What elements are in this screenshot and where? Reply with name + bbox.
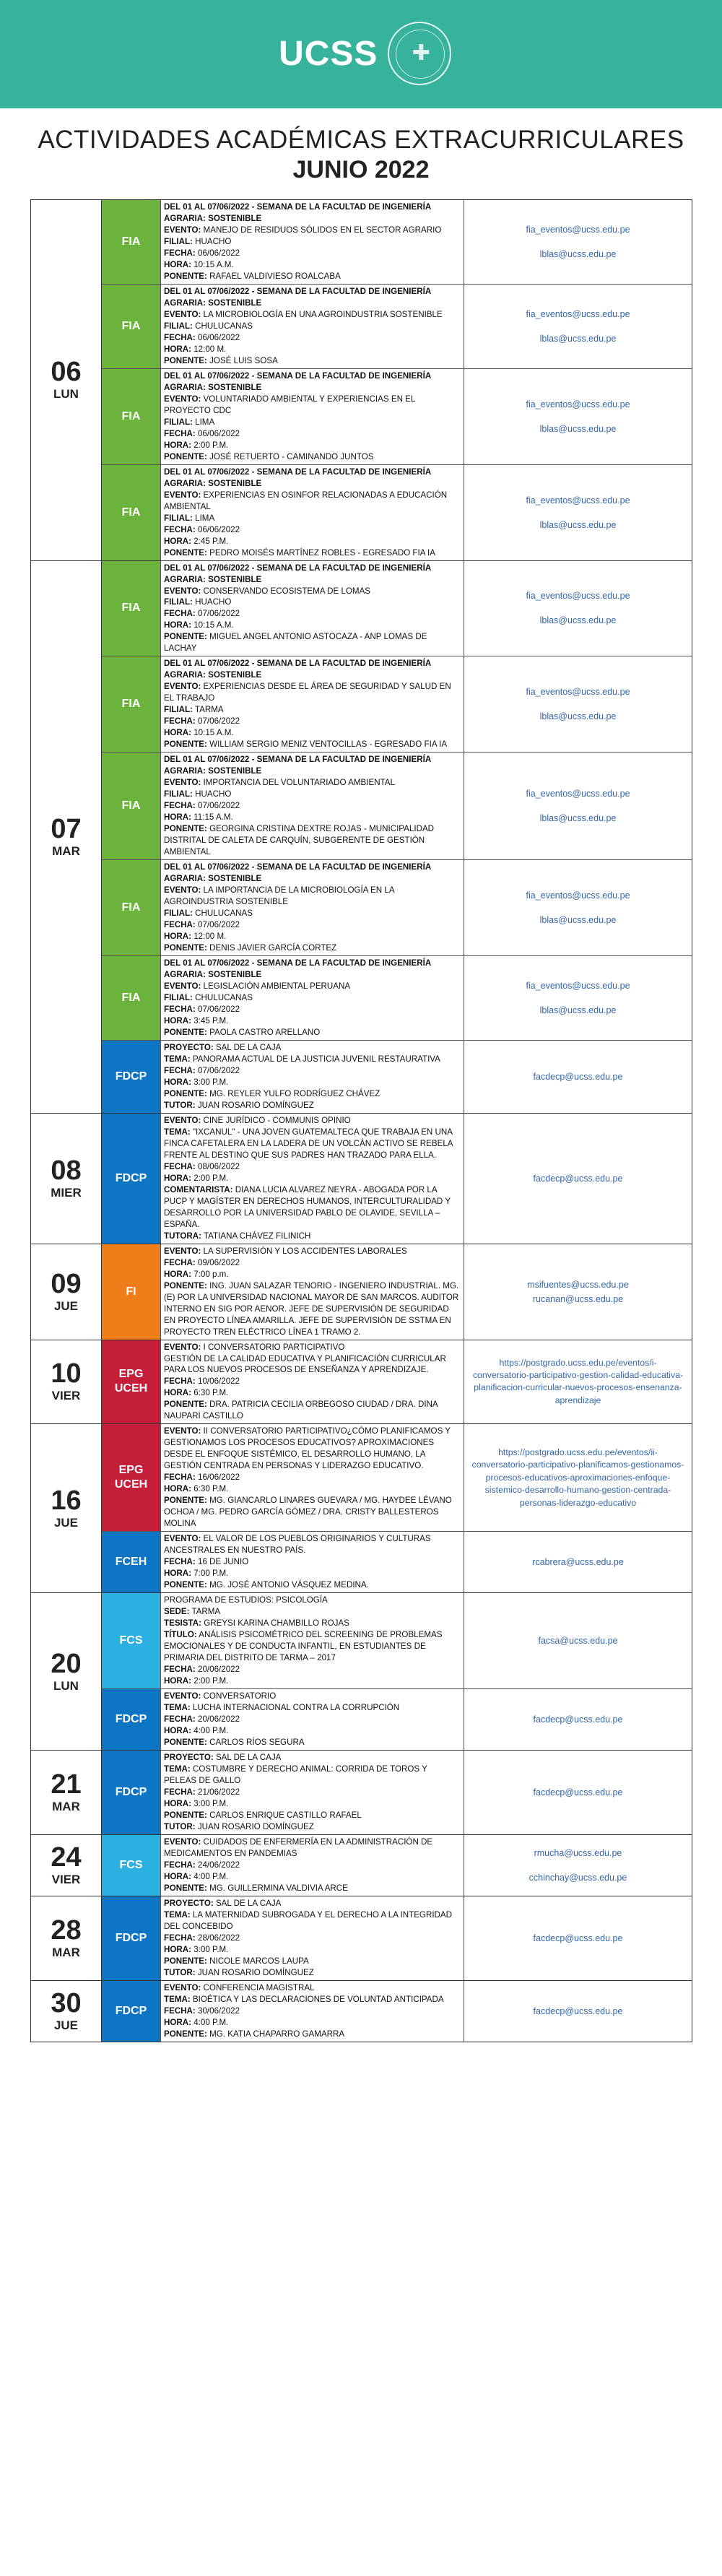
contact-cell [464,1896,692,1980]
event-line: HORA: 4:00 P.M. [164,1726,229,1736]
day-cell [31,1981,102,2042]
event-line: HORA: 7:00 p.m. [164,1269,229,1279]
contact-email[interactable]: facdecp@ucss.edu.pe [533,1714,623,1725]
event-line: FILIAL: LIMA [164,417,215,427]
event-line: DEL 01 AL 07/06/2022 - SEMANA DE LA FACULTAD DE INGENIERÍA AGRARIA: SOSTENIBLE [164,659,431,680]
event-info [161,1896,464,1980]
event-line: FECHA: 07/06/2022 [164,716,240,727]
faculty-badge: FDCP [102,1689,161,1750]
faculty-badge: FIA [102,465,161,560]
contact-email[interactable]: lblas@ucss.edu.pe [539,519,617,530]
contact-email[interactable]: fia_eventos@ucss.edu.pe [526,789,630,799]
event-line: DEL 01 AL 07/06/2022 - SEMANA DE LA FACULTAD DE INGENIERÍA AGRARIA: SOSTENIBLE [164,755,431,776]
contact-email[interactable]: facsa@ucss.edu.pe [538,1636,618,1647]
contact-cell [464,1244,692,1340]
event-line: HORA: 7:00 P.M. [164,1569,229,1579]
faculty-badge: FI [102,1244,161,1340]
event-row [102,464,692,560]
day-block [30,1835,692,1896]
event-line: HORA: 3:00 P.M. [164,1944,229,1954]
event-info [161,200,464,284]
event-row [102,200,692,284]
event-line: TUTOR: JUAN ROSARIO DOMÍNGUEZ [164,1100,314,1110]
event-row [102,561,692,656]
event-line: PONENTE: PEDRO MOISÉS MARTÍNEZ ROBLES - EGRESADO FIA IA [164,547,436,558]
event-line: FECHA: 16 DE JUNIO [164,1557,249,1567]
event-line: PONENTE: ING. JUAN SALAZAR TENORIO - INGENIERO INDUSTRIAL. MG.(E) POR LA UNIVERSIDAD NACIONAL MAYOR DE SAN MARCOS. AUDITOR INTERNO EN SIG POR AENOR. JEFE DE SUPERVISIÓN DE SEGURIDAD EN PROYECTO LÍNEA AMARILLA. JEFE DE SUPERVISIÓN DE SSTMA EN PROYECTO TREN ELÉCTRICO LÍNEA 1 TRAMO 2. [164,1280,459,1337]
event-info [161,1244,464,1340]
event-line: HORA: 2:00 P.M. [164,1173,229,1183]
event-line: PONENTE: NICOLE MARCOS LAUPA [164,1956,309,1966]
faculty-badge: FIA [102,956,161,1040]
event-line: EVENTO: EXPERIENCIAS DESDE EL ÁREA DE SEGURIDAD Y SALUD EN EL TRABAJO [164,682,451,703]
event-rows [102,200,692,560]
faculty-badge: FCS [102,1835,161,1896]
event-line: EVENTO: CONVERSATORIO [164,1691,277,1701]
event-line: TEMA: LA MATERNIDAD SUBROGADA Y EL DERECHO A LA INTEGRIDAD DEL CONCEBIDO [164,1909,453,1931]
event-rows [102,1835,692,1896]
event-row [102,1981,692,2042]
event-line: PONENTE: MG. GIANCARLO LINARES GUEVARA / MG. HAYDEE LÉVANO OCHOA / MG. PEDRO GARCÍA GÓMEZ / DRA. CRISTY BALLESTEROS MOLINA [164,1496,452,1529]
faculty-badge: EPG UCEH [102,1424,161,1531]
event-line: HORA: 10:15 A.M. [164,728,234,738]
day-name: MAR [52,1945,80,1959]
event-line: FECHA: 16/06/2022 [164,1473,240,1483]
event-info [161,1041,464,1113]
contact-cell [464,200,692,284]
contact-cell [464,1835,692,1896]
event-rows [102,1244,692,1340]
contact-email[interactable]: fia_eventos@ucss.edu.pe [526,224,630,235]
event-line: SEDE: TARMA [164,1607,221,1617]
event-line: FILIAL: CHULUCANAS [164,992,253,1002]
contact-email[interactable]: facdecp@ucss.edu.pe [533,1071,623,1082]
contact-email[interactable]: facdecp@ucss.edu.pe [533,1787,623,1797]
event-line: HORA: 11:15 A.M. [164,812,233,823]
day-number: 24 [51,1842,82,1873]
event-line: TEMA: "IXCANUL" - UNA JOVEN GUATEMALTECA QUE TRABAJA EN UNA FINCA CAFETALERA EN LA LADERA DE UN VOLCÁN ACTIVO SE REBELA FRENTE AL DESTINO QUE SUS PADRES HAN TRAZADO PARA ELLA. [164,1127,453,1160]
event-line: GESTIÓN DE LA CALIDAD EDUCATIVA Y PLANIFICACIÓN CURRICULAR PARA LOS NUEVOS PROCESOS DE ENSEÑANZA Y APRENDIZAJE. [164,1353,446,1375]
event-line: PONENTE: RAFAEL VALDIVIESO ROALCABA [164,271,341,281]
contact-email[interactable]: lblas@ucss.edu.pe [539,1005,617,1015]
day-number: 20 [51,1648,82,1679]
event-line: FECHA: 06/06/2022 [164,428,240,438]
contact-email[interactable]: facdecp@ucss.edu.pe [533,2005,623,2016]
day-cell [31,1244,102,1340]
event-line: HORA: 3:45 P.M. [164,1015,229,1025]
faculty-badge: FCS [102,1593,161,1688]
faculty-badge: FDCP [102,1981,161,2042]
faculty-badge: FIA [102,753,161,859]
event-rows [102,1114,692,1244]
event-line: EVENTO: LEGISLACIÓN AMBIENTAL PERUANA [164,981,351,991]
event-line: PONENTE: MG. KATIA CHAPARRO GAMARRA [164,2029,345,2039]
contact-cell [464,1532,692,1592]
event-info [161,1689,464,1750]
event-line: TUTORA: TATIANA CHÁVEZ FILINICH [164,1231,311,1241]
event-line: HORA: 10:15 A.M. [164,259,234,269]
event-rows [102,1981,692,2042]
event-line: FECHA: 07/06/2022 [164,609,240,619]
day-block [30,1340,692,1425]
event-line: DEL 01 AL 07/06/2022 - SEMANA DE LA FACULTAD DE INGENIERÍA AGRARIA: SOSTENIBLE [164,563,431,584]
day-name: MAR [52,1799,80,1813]
day-name: MAR [52,844,80,858]
event-line: DEL 01 AL 07/06/2022 - SEMANA DE LA FACULTAD DE INGENIERÍA AGRARIA: SOSTENIBLE [164,202,431,223]
contact-email[interactable]: fia_eventos@ucss.edu.pe [526,687,630,698]
contact-cell [464,285,692,368]
contact-email[interactable]: fia_eventos@ucss.edu.pe [526,399,630,409]
faculty-badge: FIA [102,285,161,368]
day-block [30,1981,692,2042]
event-row [102,1040,692,1113]
day-number: 21 [51,1769,82,1800]
event-line: PONENTE: MG. JOSÉ ANTONIO VÁSQUEZ MEDINA. [164,1580,369,1590]
event-line: FILIAL: HUACHO [164,236,232,246]
contact-email[interactable]: rmucha@ucss.edu.pe [534,1847,622,1858]
contact-email[interactable]: lblas@ucss.edu.pe [539,813,617,824]
contact-cell [464,1041,692,1113]
contact-cell [464,1593,692,1688]
event-info [161,1835,464,1896]
day-number: 06 [51,357,82,388]
day-name: VIER [51,1872,81,1886]
event-line: FECHA: 07/06/2022 [164,1065,240,1075]
event-line: HORA: 6:30 P.M. [164,1388,229,1398]
contact-email[interactable]: lblas@ucss.edu.pe [539,423,617,434]
event-row [102,752,692,859]
event-line: DEL 01 AL 07/06/2022 - SEMANA DE LA FACULTAD DE INGENIERÍA AGRARIA: SOSTENIBLE [164,467,431,488]
event-info [161,1340,464,1424]
event-row [102,1531,692,1592]
event-line: PONENTE: MG. REYLER YULFO RODRÍGUEZ CHÁVEZ [164,1088,380,1098]
event-line: TUTOR: JUAN ROSARIO DOMÍNGUEZ [164,1821,314,1831]
event-row [102,955,692,1040]
event-line: TEMA: PANORAMA ACTUAL DE LA JUSTICIA JUVENIL RESTAURATIVA [164,1054,440,1064]
day-cell [31,1896,102,1980]
contact-cell [464,753,692,859]
event-rows [102,1340,692,1424]
contact-email[interactable]: lblas@ucss.edu.pe [539,915,617,926]
event-info [161,561,464,656]
contact-email[interactable]: msifuentes@ucss.edu.pe [527,1279,629,1290]
event-info [161,753,464,859]
event-line: FECHA: 21/06/2022 [164,1787,240,1797]
day-name: JUE [53,1298,79,1313]
event-info [161,285,464,368]
contact-cell [464,1424,692,1531]
event-line: EVENTO: MANEJO DE RESIDUOS SÓLIDOS EN EL SECTOR AGRARIO [164,225,442,235]
event-line: EVENTO: VOLUNTARIADO AMBIENTAL Y EXPERIENCIAS EN EL PROYECTO CDC [164,394,415,415]
contact-email[interactable]: fia_eventos@ucss.edu.pe [526,591,630,602]
event-link[interactable]: https://postgrado.ucss.edu.pe/eventos/ii-conversatorio-participativo-planificamos-gestionamos-procesos-educativos-aproximaciones-enfoque-sistemico-desarrollo-humano-gestion-centrada-personas-liderazgo-educativo [471,1447,684,1508]
day-number: 07 [51,813,82,844]
event-line: HORA: 4:00 P.M. [164,1871,229,1881]
event-line: FILIAL: CHULUCANAS [164,321,253,331]
event-line: COMENTARISTA: DIANA LUCIA ALVAREZ NEYRA - ABOGADA POR LA PUCP Y MAGÍSTER EN DERECHOS HUMANOS, INTERCULTURALIDAD Y DESARROLLO POR LA UNIVERSIDAD PABLO DE OLAVIDE, SEVILLA – ESPAÑA. [164,1184,451,1229]
event-line: EVENTO: LA SUPERVISIÓN Y LOS ACCIDENTES LABORALES [164,1246,407,1256]
faculty-badge: FCEH [102,1532,161,1592]
faculty-badge: FIA [102,860,161,955]
event-line: EVENTO: CINE JURÍDICO - COMMUNIS OPINIO [164,1115,351,1125]
event-line: FECHA: 30/06/2022 [164,2005,240,2016]
contact-email[interactable]: fia_eventos@ucss.edu.pe [526,495,630,506]
event-line: PONENTE: CARLOS RÍOS SEGURA [164,1738,305,1747]
contact-email[interactable]: lblas@ucss.edu.pe [539,248,617,259]
faculty-badge: FIA [102,561,161,656]
event-rows [102,561,692,1113]
event-line: EVENTO: I CONVERSATORIO PARTICIPATIVO [164,1342,345,1352]
event-rows [102,1424,692,1592]
page-title: ACTIVIDADES ACADÉMICAS EXTRACURRICULARES [38,126,684,154]
event-row [102,1340,692,1424]
contact-cell [464,1114,692,1244]
event-line: FILIAL: CHULUCANAS [164,908,253,919]
schedule-table [30,199,692,2042]
event-line: FECHA: 06/06/2022 [164,248,240,258]
contact-cell [464,956,692,1040]
contact-email[interactable]: lblas@ucss.edu.pe [539,615,617,626]
day-cell [31,1593,102,1750]
event-row [102,1424,692,1531]
event-line: PONENTE: JOSÉ RETUERTO - CAMINANDO JUNTOS [164,451,374,461]
event-info [161,860,464,955]
event-row [102,1244,692,1340]
event-line: HORA: 2:00 P.M. [164,1676,229,1686]
day-block [30,199,692,561]
event-line: EVENTO: IMPORTANCIA DEL VOLUNTARIADO AMBIENTAL [164,778,395,788]
event-line: FECHA: 20/06/2022 [164,1665,240,1675]
contact-email[interactable]: facdecp@ucss.edu.pe [533,1173,623,1184]
contact-cell [464,1981,692,2042]
contact-cell [464,561,692,656]
day-name: MIER [51,1185,82,1200]
event-line: HORA: 2:45 P.M. [164,536,229,546]
event-line: DEL 01 AL 07/06/2022 - SEMANA DE LA FACULTAD DE INGENIERÍA AGRARIA: SOSTENIBLE [164,286,431,308]
contact-email[interactable]: lblas@ucss.edu.pe [539,333,617,344]
event-row [102,859,692,955]
contact-email[interactable]: rcabrera@ucss.edu.pe [532,1557,624,1568]
event-line: HORA: 10:15 A.M. [164,620,234,630]
event-line: PROGRAMA DE ESTUDIOS: PSICOLOGÍA [164,1595,328,1605]
event-info [161,1532,464,1592]
event-info [161,465,464,560]
day-name: VIER [51,1389,81,1403]
event-line: FILIAL: LIMA [164,513,215,523]
day-block [30,1593,692,1751]
day-number: 09 [51,1268,82,1299]
contact-email[interactable]: cchinchay@ucss.edu.pe [529,1872,627,1883]
event-info [161,656,464,752]
event-line: PONENTE: GEORGINA CRISTINA DEXTRE ROJAS - MUNICIPALIDAD DISTRITAL DE CALETA DE CARQUÍN, SUBGERENTE DE GESTIÓN AMBIENTAL [164,824,435,857]
day-number: 28 [51,1914,82,1946]
event-line: EVENTO: LA MICROBIOLOGÍA EN UNA AGROINDUSTRIA SOSTENIBLE [164,309,443,319]
day-number: 10 [51,1358,82,1389]
contact-cell [464,1340,692,1424]
event-line: EVENTO: EXPERIENCIAS EN OSINFOR RELACIONADAS A EDUCACIÓN AMBIENTAL [164,490,448,511]
faculty-badge: FDCP [102,1114,161,1244]
event-line: FECHA: 20/06/2022 [164,1714,240,1725]
event-line: FECHA: 08/06/2022 [164,1161,240,1171]
event-line: PONENTE: MIGUEL ANGEL ANTONIO ASTOCAZA - ANP LOMAS DE LACHAY [164,632,427,654]
contact-email[interactable]: facdecp@ucss.edu.pe [533,1933,623,1943]
event-line: TESISTA: GREYSI KARINA CHAMBILLO ROJAS [164,1618,349,1629]
day-name: LUN [53,387,79,402]
event-line: PONENTE: JOSÉ LUIS SOSA [164,355,278,365]
event-line: PONENTE: DRA. PATRICIA CECILIA ORBEGOSO CIUDAD / DRA. DINA NAUPARI CASTILLO [164,1400,438,1421]
day-cell [31,200,102,560]
day-block [30,1896,692,1981]
event-line: PROYECTO: SAL DE LA CAJA [164,1898,282,1908]
day-block [30,561,692,1114]
day-name: JUE [53,1515,79,1530]
event-rows [102,1593,692,1750]
contact-email[interactable]: fia_eventos@ucss.edu.pe [526,308,630,319]
event-line: FECHA: 06/06/2022 [164,524,240,534]
event-row [102,1835,692,1896]
event-line: EVENTO: EL VALOR DE LOS PUEBLOS ORIGINARIOS Y CULTURAS ANCESTRALES EN NUESTRO PAÍS. [164,1534,431,1556]
event-row [102,368,692,464]
event-row [102,1114,692,1244]
day-cell [31,1751,102,1834]
day-name: LUN [53,1678,79,1693]
event-line: DEL 01 AL 07/06/2022 - SEMANA DE LA FACULTAD DE INGENIERÍA AGRARIA: SOSTENIBLE [164,862,431,884]
event-line: EVENTO: CONFERENCIA MAGISTRAL [164,1982,315,1992]
event-line: PROYECTO: SAL DE LA CAJA [164,1752,282,1762]
faculty-badge: FDCP [102,1896,161,1980]
event-line: HORA: 4:00 P.M. [164,2017,229,2027]
event-info [161,1114,464,1244]
faculty-badge: FIA [102,656,161,752]
ucss-logo [279,22,451,85]
event-line: TEMA: BIOÉTICA Y LAS DECLARACIONES DE VOLUNTAD ANTICIPADA [164,1994,444,2004]
event-row [102,1593,692,1688]
day-number: 16 [51,1485,82,1516]
event-row [102,656,692,752]
event-info [161,369,464,464]
event-line: PONENTE: CARLOS ENRIQUE CASTILLO RAFAEL [164,1810,362,1820]
day-cell [31,1114,102,1244]
event-line: TUTOR: JUAN ROSARIO DOMÍNGUEZ [164,1967,314,1977]
event-line: PONENTE: DENIS JAVIER GARCÍA CORTEZ [164,943,337,953]
contact-cell [464,860,692,955]
event-row [102,284,692,368]
contact-cell [464,656,692,752]
faculty-badge: FDCP [102,1751,161,1834]
day-block [30,1244,692,1340]
header-banner [0,0,722,108]
event-line: HORA: 3:00 P.M. [164,1077,229,1087]
day-cell [31,1424,102,1592]
day-block [30,1114,692,1244]
event-line: HORA: 6:30 P.M. [164,1484,229,1494]
contact-email[interactable]: fia_eventos@ucss.edu.pe [526,980,630,991]
event-line: PONENTE: WILLIAM SERGIO MENIZ VENTOCILLAS - EGRESADO FIA IA [164,740,448,750]
event-line: HORA: 12:00 M. [164,344,227,354]
event-line: FECHA: 10/06/2022 [164,1376,240,1387]
event-line: DEL 01 AL 07/06/2022 - SEMANA DE LA FACULTAD DE INGENIERÍA AGRARIA: SOSTENIBLE [164,958,431,979]
event-line: FILIAL: HUACHO [164,789,232,799]
event-info [161,1981,464,2042]
event-line: HORA: 2:00 P.M. [164,440,229,450]
event-link[interactable]: https://postgrado.ucss.edu.pe/eventos/i-conversatorio-participativo-gestion-calidad-educativa-planificacion-curricular-nuevos-procesos-ensenanza-aprendizaje [472,1357,684,1405]
contact-cell [464,1689,692,1750]
event-rows [102,1751,692,1834]
event-info [161,1593,464,1688]
contact-cell [464,1751,692,1834]
event-line: TÍTULO: ANÁLISIS PSICOMÉTRICO DEL SCREENING DE PROBLEMAS EMOCIONALES Y DE CONDUCTA INFANTIL, EN ESTUDIANTES DE PRIMARIA DEL DISTRITO DE TARMA – 2017 [164,1630,443,1663]
event-line: TEMA: COSTUMBRE Y DERECHO ANIMAL: CORRIDA DE TOROS Y PELEAS DE GALLO [164,1764,427,1785]
day-name: JUE [53,2018,79,2032]
contact-cell [464,369,692,464]
day-block [30,1424,692,1593]
event-line: EVENTO: II CONVERSATORIO PARTICIPATIVO¿CÓMO PLANIFICAMOS Y GESTIONAMOS LOS PROCESOS EDUCATIVOS? APROXIMACIONES DESDE EL ENFOQUE SISTÉMICO, EL DESARROLLO HUMANO, LA GESTIÓN CENTRADA EN PERSONAS Y LIDERAZGO EDUCATIVO. [164,1426,451,1471]
event-line: FECHA: 07/06/2022 [164,920,240,930]
faculty-badge: FIA [102,200,161,284]
contact-email[interactable]: rucanan@ucss.edu.pe [532,1293,624,1304]
faculty-badge: FDCP [102,1041,161,1113]
event-line: PROYECTO: SAL DE LA CAJA [164,1042,282,1052]
event-line: EVENTO: CONSERVANDO ECOSISTEMA DE LOMAS [164,586,371,596]
event-line: FECHA: 24/06/2022 [164,1860,240,1870]
page-subtitle: JUNIO 2022 [292,156,430,183]
event-line: PONENTE: PAOLA CASTRO ARELLANO [164,1027,321,1037]
event-line: PONENTE: MG. GUILLERMINA VALDIVIA ARCE [164,1883,348,1893]
faculty-badge: EPG UCEH [102,1340,161,1424]
day-block [30,1751,692,1835]
event-line: HORA: 12:00 M. [164,932,227,942]
day-cell [31,1340,102,1424]
contact-email[interactable]: lblas@ucss.edu.pe [539,711,617,722]
event-info [161,1424,464,1531]
event-info [161,1751,464,1834]
event-line: FILIAL: HUACHO [164,597,232,607]
event-line: DEL 01 AL 07/06/2022 - SEMANA DE LA FACULTAD DE INGENIERÍA AGRARIA: SOSTENIBLE [164,370,431,392]
event-line: TEMA: LUCHA INTERNACIONAL CONTRA LA CORRUPCIÓN [164,1703,400,1713]
event-row [102,1688,692,1750]
event-line: HORA: 3:00 P.M. [164,1798,229,1808]
day-number: 30 [51,1987,82,2018]
contact-email[interactable]: fia_eventos@ucss.edu.pe [526,890,630,901]
event-row [102,1751,692,1834]
event-line: FECHA: 06/06/2022 [164,332,240,342]
day-number: 08 [51,1155,82,1186]
event-line: FECHA: 28/06/2022 [164,1933,240,1943]
event-row [102,1896,692,1980]
event-line: FECHA: 07/06/2022 [164,1004,240,1014]
day-cell [31,1835,102,1896]
event-rows [102,1896,692,1980]
event-line: FECHA: 07/06/2022 [164,801,240,811]
faculty-badge: FIA [102,369,161,464]
event-info [161,956,464,1040]
event-line: FILIAL: TARMA [164,705,224,715]
day-cell [31,561,102,1113]
logo-text: UCSS [279,34,378,73]
event-line: EVENTO: CUIDADOS DE ENFERMERÍA EN LA ADMINISTRACIÓN DE MEDICAMENTOS EN PANDEMIAS [164,1836,433,1858]
event-line: EVENTO: LA IMPORTANCIA DE LA MICROBIOLOGÍA EN LA AGROINDUSTRIA SOSTENIBLE [164,885,394,907]
university-seal-icon [388,22,451,85]
contact-cell [464,465,692,560]
event-line: FECHA: 09/06/2022 [164,1257,240,1267]
